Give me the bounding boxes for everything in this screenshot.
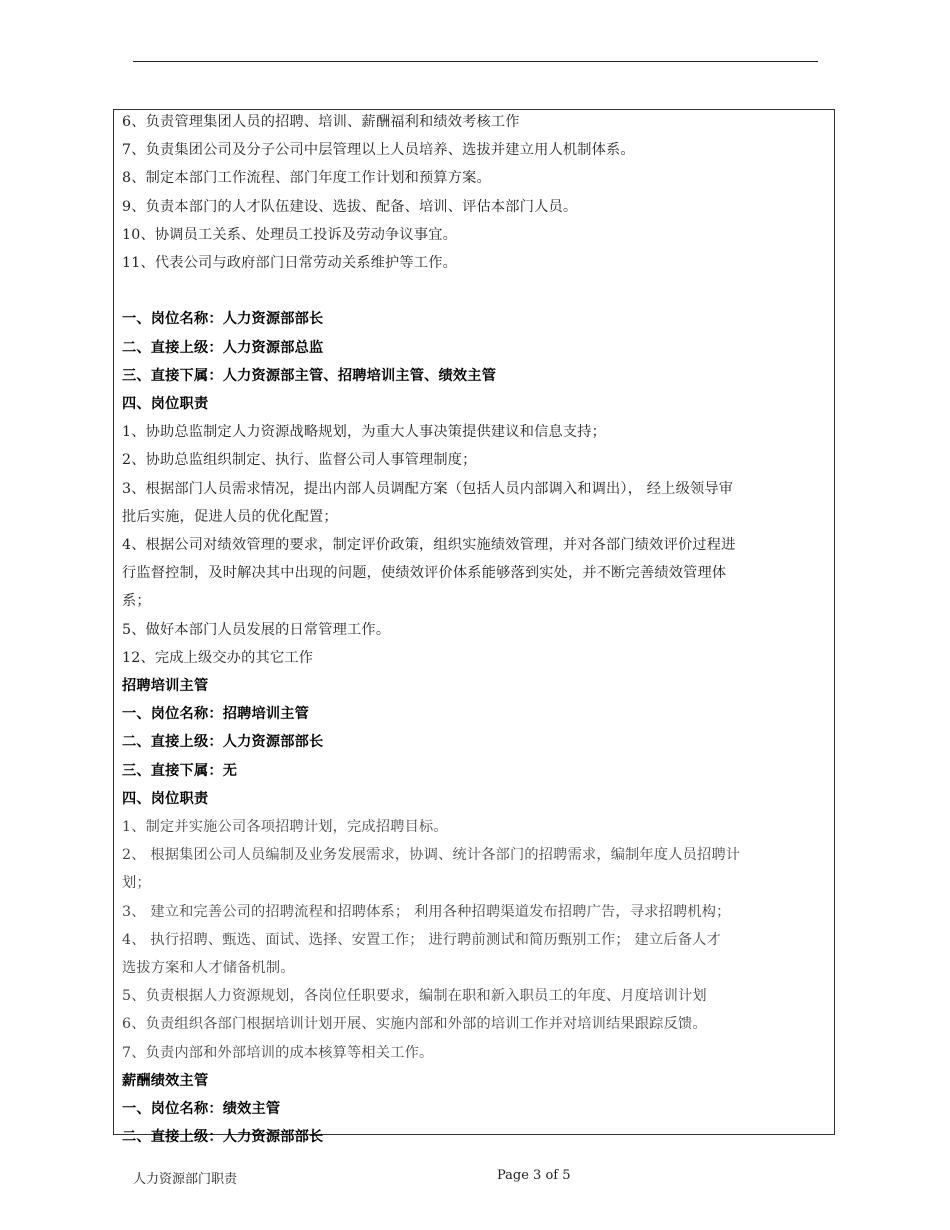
text-line: 2、 根据集团公司人员编制及业务发展需求，协调、统计各部门的招聘需求，编制年度人员招聘计 bbox=[122, 847, 741, 864]
text-line: 10、协调员工关系、处理员工投诉及劳动争议事宜。 bbox=[122, 226, 457, 243]
header-rule bbox=[133, 61, 818, 62]
section-heading-line: 一、岗位名称：人力资源部部长 bbox=[122, 311, 324, 328]
section-heading-line: 三、直接下属：人力资源部主管、招聘培训主管、绩效主管 bbox=[122, 367, 497, 384]
text-line: 7、负责集团公司及分子公司中层管理以上人员培养、选拔并建立用人机制体系。 bbox=[122, 142, 635, 159]
text-line: 4、根据公司对绩效管理的要求，制定评价政策，组织实施绩效管理，并对各部门绩效评价过程进 bbox=[122, 537, 736, 554]
document-body bbox=[114, 108, 834, 1152]
text-line: 6、负责组织各部门根据培训计划开展、实施内部和外部的培训工作并对培训结果跟踪反馈。 bbox=[122, 1016, 707, 1033]
text-line: 划； bbox=[122, 875, 151, 892]
footer-page-number: Page 3 of 5 bbox=[497, 1168, 571, 1183]
text-line: 5、做好本部门人员发展的日常管理工作。 bbox=[122, 621, 391, 638]
section-heading-line: 四、岗位职责 bbox=[122, 396, 209, 413]
section-heading-line: 一、岗位名称：绩效主管 bbox=[122, 1101, 281, 1118]
text-line: 2、协助总监组织制定、执行、监督公司人事管理制度； bbox=[122, 452, 477, 469]
section-heading-line: 四、岗位职责 bbox=[122, 790, 209, 807]
text-line: 行监督控制，及时解决其中出现的问题，使绩效评价体系能够落到实处，并不断完善绩效管理体 bbox=[122, 565, 727, 582]
text-line: 1、制定并实施公司各项招聘计划，完成招聘目标。 bbox=[122, 819, 448, 836]
text-line: 选拔方案和人才储备机制。 bbox=[122, 960, 295, 977]
text-line: 5、负责根据人力资源规划，各岗位任职要求，编制在职和新入职员工的年度、月度培训计划 bbox=[122, 988, 707, 1005]
text-line: 9、负责本部门的人才队伍建设、选拔、配备、培训、评估本部门人员。 bbox=[122, 198, 578, 215]
section-heading-line: 二、直接上级：人力资源部部长 bbox=[122, 1129, 324, 1146]
section-heading-line: 三、直接下属：无 bbox=[122, 762, 238, 779]
section-heading-line: 一、岗位名称：招聘培训主管 bbox=[122, 706, 310, 723]
section-heading-line: 招聘培训主管 bbox=[122, 678, 209, 695]
text-line: 8、制定本部门工作流程、部门年度工作计划和预算方案。 bbox=[122, 170, 491, 187]
section-heading-line: 二、直接上级：人力资源部部长 bbox=[122, 734, 324, 751]
text-line: 批后实施，促进人员的优化配置； bbox=[122, 508, 338, 525]
footer-title: 人力资源部门职责 bbox=[133, 1172, 238, 1187]
text-line: 11、代表公司与政府部门日常劳动关系维护等工作。 bbox=[122, 255, 457, 272]
text-line: 6、负责管理集团人员的招聘、培训、薪酬福利和绩效考核工作 bbox=[122, 114, 520, 130]
text-line: 1、协助总监制定人力资源战略规划，为重大人事决策提供建议和信息支持； bbox=[122, 424, 607, 441]
text-line bbox=[122, 277, 824, 305]
content-box bbox=[113, 109, 835, 1146]
text-line: 系； bbox=[122, 593, 151, 610]
text-line: 3、根据部门人员需求情况，提出内部人员调配方案（包括人员内部调入和调出）， 经上级领导审 bbox=[122, 480, 734, 497]
text-line: 3、 建立和完善公司的招聘流程和招聘体系； 利用各种招聘渠道发布招聘广告，寻求招聘机构； bbox=[122, 903, 731, 920]
text-line: 12、完成上级交办的其它工作 bbox=[122, 649, 314, 666]
section-heading-line: 薪酬绩效主管 bbox=[122, 1072, 209, 1089]
section-heading-line: 二、直接上级：人力资源部总监 bbox=[122, 339, 324, 356]
text-line: 4、 执行招聘、甄选、面试、选择、安置工作； 进行聘前测试和简历甄别工作； 建立后备人才 bbox=[122, 931, 721, 948]
text-line: 7、负责内部和外部培训的成本核算等相关工作。 bbox=[122, 1044, 434, 1061]
